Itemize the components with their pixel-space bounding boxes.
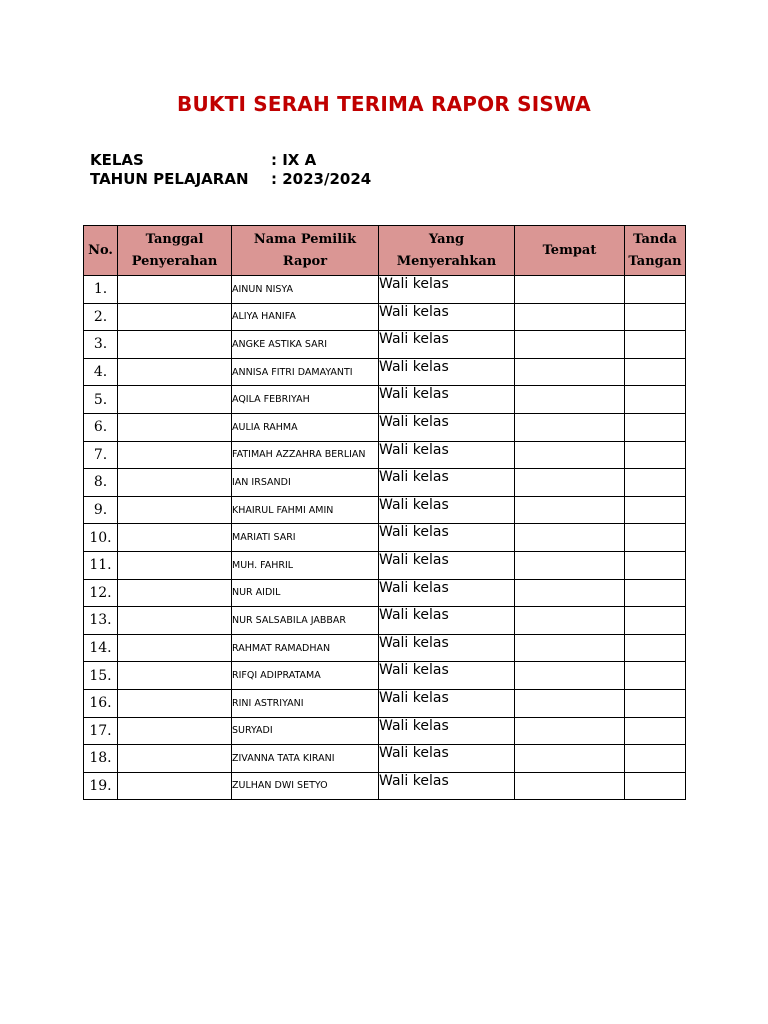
tempat-cell[interactable]: [515, 441, 625, 469]
row-number: 11.: [84, 551, 118, 579]
tempat-cell[interactable]: [515, 358, 625, 386]
table-header-row: [84, 226, 686, 276]
table-row: [84, 331, 686, 359]
signature-cell[interactable]: [625, 413, 686, 441]
tanggal-cell[interactable]: [118, 662, 232, 690]
handed-over-by: Wali kelas: [379, 634, 515, 662]
handed-over-by: Wali kelas: [379, 358, 515, 386]
tanggal-cell[interactable]: [118, 496, 232, 524]
class-row: [90, 151, 371, 170]
header-tempat: Tempat: [515, 226, 625, 276]
table-row: [84, 551, 686, 579]
handed-over-by: Wali kelas: [379, 413, 515, 441]
handed-over-by: Wali kelas: [379, 745, 515, 773]
row-number: 2.: [84, 303, 118, 331]
tanggal-cell[interactable]: [118, 607, 232, 635]
student-name: ZIVANNA TATA KIRANI: [232, 745, 379, 773]
tanggal-cell[interactable]: [118, 745, 232, 773]
tempat-cell[interactable]: [515, 634, 625, 662]
signature-cell[interactable]: [625, 579, 686, 607]
class-label: KELAS: [90, 151, 144, 169]
tanggal-cell[interactable]: [118, 524, 232, 552]
signature-cell[interactable]: [625, 634, 686, 662]
handed-over-by: Wali kelas: [379, 524, 515, 552]
table-row: [84, 607, 686, 635]
signature-cell[interactable]: [625, 745, 686, 773]
row-number: 1.: [84, 276, 118, 304]
tanggal-cell[interactable]: [118, 551, 232, 579]
tempat-cell[interactable]: [515, 496, 625, 524]
signature-cell[interactable]: [625, 551, 686, 579]
signature-cell[interactable]: [625, 303, 686, 331]
tanggal-cell[interactable]: [118, 413, 232, 441]
table-body: [84, 276, 686, 800]
student-name: IAN IRSANDI: [232, 469, 379, 497]
header-tanda-line1: Tanda: [633, 231, 677, 247]
table-row: [84, 303, 686, 331]
student-name: RINI ASTRIYANI: [232, 689, 379, 717]
row-number: 6.: [84, 413, 118, 441]
tempat-cell[interactable]: [515, 662, 625, 690]
tempat-cell[interactable]: [515, 386, 625, 414]
signature-cell[interactable]: [625, 331, 686, 359]
signature-cell[interactable]: [625, 386, 686, 414]
table-row: [84, 579, 686, 607]
tempat-cell[interactable]: [515, 551, 625, 579]
tanggal-cell[interactable]: [118, 772, 232, 800]
table-row: [84, 469, 686, 497]
row-number: 8.: [84, 469, 118, 497]
academic-year-row: [90, 170, 371, 189]
header-yang: Yang Menyerahkan: [379, 226, 515, 276]
signature-cell[interactable]: [625, 276, 686, 304]
handed-over-by: Wali kelas: [379, 469, 515, 497]
row-number: 16.: [84, 689, 118, 717]
table-row: [84, 441, 686, 469]
table-row: [84, 662, 686, 690]
handed-over-by: Wali kelas: [379, 276, 515, 304]
signature-cell[interactable]: [625, 607, 686, 635]
student-name: RIFQI ADIPRATAMA: [232, 662, 379, 690]
student-name: MARIATI SARI: [232, 524, 379, 552]
table-row: [84, 772, 686, 800]
header-tanda: [625, 226, 686, 276]
tempat-cell[interactable]: [515, 276, 625, 304]
handed-over-by: Wali kelas: [379, 496, 515, 524]
signature-cell[interactable]: [625, 772, 686, 800]
table-row: [84, 717, 686, 745]
signature-cell[interactable]: [625, 524, 686, 552]
student-name: SURYADI: [232, 717, 379, 745]
row-number: 3.: [84, 331, 118, 359]
tempat-cell[interactable]: [515, 772, 625, 800]
row-number: 10.: [84, 524, 118, 552]
header-tanggal: [118, 226, 232, 276]
header-tanggal-line2: Penyerahan: [131, 253, 218, 269]
header-tanggal-line1: Tanggal: [145, 231, 204, 247]
row-number: 18.: [84, 745, 118, 773]
tanggal-cell[interactable]: [118, 717, 232, 745]
table-row: [84, 386, 686, 414]
report-handover-table: [83, 225, 686, 800]
student-name: ANNISA FITRI DAMAYANTI: [232, 358, 379, 386]
handed-over-by: Wali kelas: [379, 717, 515, 745]
tanggal-cell[interactable]: [118, 469, 232, 497]
table-row: [84, 496, 686, 524]
signature-cell[interactable]: [625, 441, 686, 469]
tempat-cell[interactable]: [515, 413, 625, 441]
header-nama: Nama Pemilik Rapor: [232, 226, 379, 276]
tempat-cell[interactable]: [515, 331, 625, 359]
header-tanda-line2: Tangan: [628, 253, 682, 269]
row-number: 14.: [84, 634, 118, 662]
tempat-cell[interactable]: [515, 524, 625, 552]
tempat-cell[interactable]: [515, 469, 625, 497]
signature-cell[interactable]: [625, 358, 686, 386]
handed-over-by: Wali kelas: [379, 689, 515, 717]
signature-cell[interactable]: [625, 689, 686, 717]
student-name: KHAIRUL FAHMI AMIN: [232, 496, 379, 524]
table-row: [84, 413, 686, 441]
row-number: 17.: [84, 717, 118, 745]
handed-over-by: Wali kelas: [379, 303, 515, 331]
handed-over-by: Wali kelas: [379, 441, 515, 469]
table-row: [84, 524, 686, 552]
table-row: [84, 276, 686, 304]
tanggal-cell[interactable]: [118, 358, 232, 386]
row-number: 15.: [84, 662, 118, 690]
tempat-cell[interactable]: [515, 607, 625, 635]
row-number: 13.: [84, 607, 118, 635]
row-number: 9.: [84, 496, 118, 524]
handed-over-by: Wali kelas: [379, 386, 515, 414]
signature-cell[interactable]: [625, 717, 686, 745]
student-name: ZULHAN DWI SETYO: [232, 772, 379, 800]
student-name: MUH. FAHRIL: [232, 551, 379, 579]
tanggal-cell[interactable]: [118, 441, 232, 469]
signature-cell[interactable]: [625, 469, 686, 497]
handed-over-by: Wali kelas: [379, 772, 515, 800]
student-name: AULIA RAHMA: [232, 413, 379, 441]
table-row: [84, 358, 686, 386]
tanggal-cell[interactable]: [118, 689, 232, 717]
student-name: ALIYA HANIFA: [232, 303, 379, 331]
tempat-cell[interactable]: [515, 303, 625, 331]
handed-over-by: Wali kelas: [379, 579, 515, 607]
document-title: BUKTI SERAH TERIMA RAPOR SISWA: [177, 92, 591, 116]
student-name: RAHMAT RAMADHAN: [232, 634, 379, 662]
table-row: [84, 745, 686, 773]
header-no: No.: [84, 226, 118, 276]
tanggal-cell[interactable]: [118, 579, 232, 607]
row-number: 7.: [84, 441, 118, 469]
student-name: NUR AIDIL: [232, 579, 379, 607]
student-name: AINUN NISYA: [232, 276, 379, 304]
class-info: [90, 151, 371, 189]
student-name: FATIMAH AZZAHRA BERLIAN: [232, 441, 379, 469]
handed-over-by: Wali kelas: [379, 551, 515, 579]
handed-over-by: Wali kelas: [379, 607, 515, 635]
row-number: 5.: [84, 386, 118, 414]
student-name: ANGKE ASTIKA SARI: [232, 331, 379, 359]
tempat-cell[interactable]: [515, 745, 625, 773]
row-number: 19.: [84, 772, 118, 800]
tanggal-cell[interactable]: [118, 303, 232, 331]
row-number: 12.: [84, 579, 118, 607]
signature-cell[interactable]: [625, 496, 686, 524]
tanggal-cell[interactable]: [118, 276, 232, 304]
academic-year-value: : 2023/2024: [271, 170, 372, 188]
student-name: NUR SALSABILA JABBAR: [232, 607, 379, 635]
handed-over-by: Wali kelas: [379, 662, 515, 690]
tanggal-cell[interactable]: [118, 386, 232, 414]
signature-cell[interactable]: [625, 662, 686, 690]
tempat-cell[interactable]: [515, 689, 625, 717]
academic-year-label: TAHUN PELAJARAN: [90, 170, 249, 188]
table-row: [84, 634, 686, 662]
tanggal-cell[interactable]: [118, 634, 232, 662]
class-value: : IX A: [271, 151, 317, 169]
tempat-cell[interactable]: [515, 717, 625, 745]
tanggal-cell[interactable]: [118, 331, 232, 359]
student-name: AQILA FEBRIYAH: [232, 386, 379, 414]
table-row: [84, 689, 686, 717]
handed-over-by: Wali kelas: [379, 331, 515, 359]
row-number: 4.: [84, 358, 118, 386]
tempat-cell[interactable]: [515, 579, 625, 607]
